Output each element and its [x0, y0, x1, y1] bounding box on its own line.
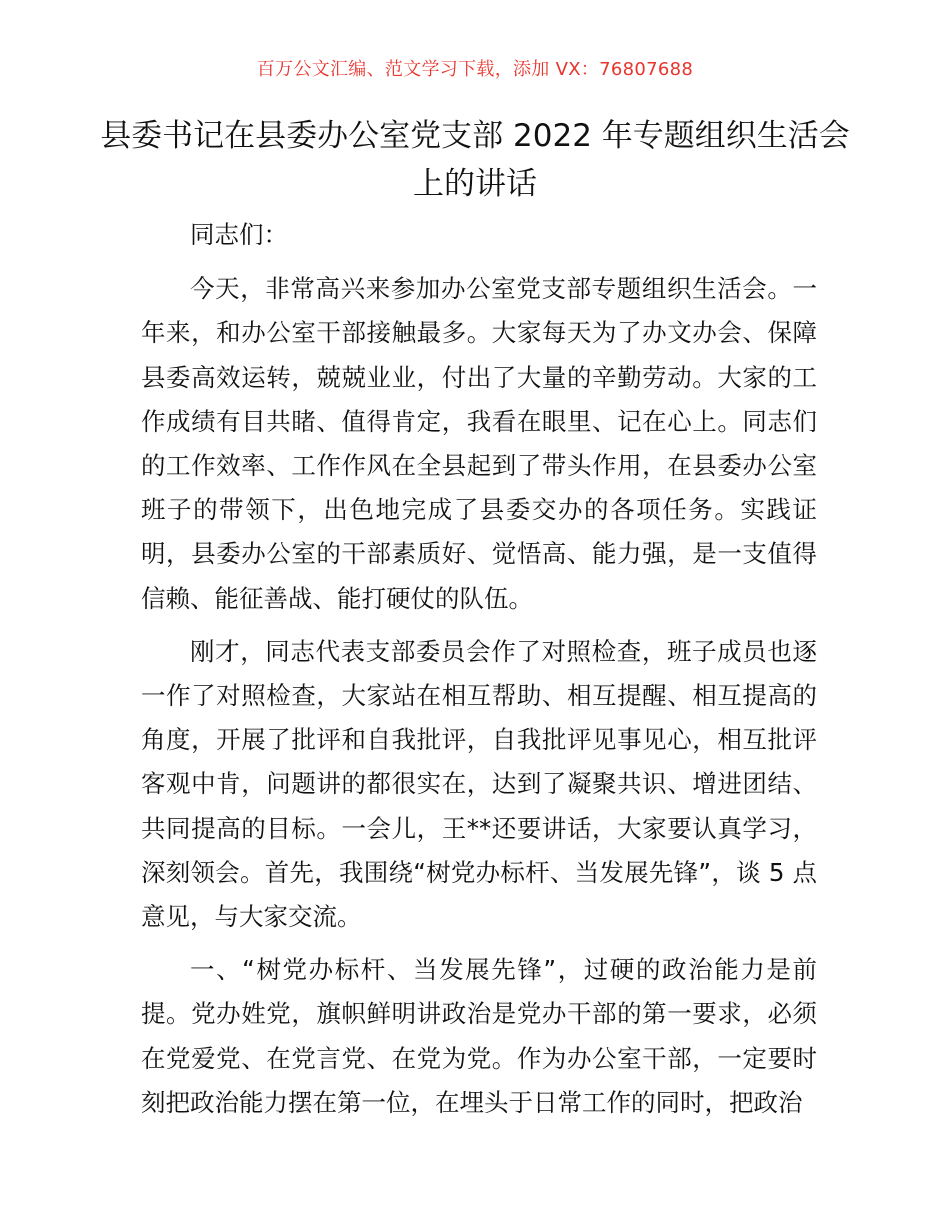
promo-banner: 百万公文汇编、范文学习下载，添加 VX：76807688	[256, 59, 694, 80]
body-paragraph-1: 今天，非常高兴来参加办公室党支部专题组织生活会。一年来，和办公室干部接触最多。大家每天为了办文办会、保障县委高效运转，兢兢业业，付出了大量的辛勤劳动。大家的工作成绩有目共睹、值得肯定，我看在眼里、记在心上。同志们的工作效率、工作作风在全县起到了带头作用，在县委办公室班子的带领下，出色地完成了县委交办的各项任务。实践证明，县委办公室的干部素质好、觉悟高、能力强，是一支值得信赖、能征善战、能打硬仗的队伍。	[141, 274, 817, 613]
salutation: 同志们：	[190, 220, 288, 249]
body-paragraph-3: 一、“树党办标杆、当发展先锋”，过硬的政治能力是前提。党办姓党，旗帜鲜明讲政治是党办干部的第一要求，必须在党爱党、在党言党、在党为党。作为办公室干部，一定要时刻把政治能力摆在第一位，在埋头于日常工作的同时，把政治	[141, 955, 817, 1117]
body-paragraph-2: 刚才，同志代表支部委员会作了对照检查，班子成员也逐一作了对照检查，大家站在相互帮助、相互提醒、相互提高的角度，开展了批评和自我批评，自我批评见事见心，相互批评客观中肯，问题讲的都很实在，达到了凝聚共识、增进团结、共同提高的目标。一会儿，王**还要讲话，大家要认真学习，深刻领会。首先，我围绕“树党办标杆、当发展先锋”，谈 5 点意见，与大家交流。	[141, 636, 817, 932]
document-body	[141, 213, 817, 1134]
document-title: 县委书记在县委办公室党支部 2022 年专题组织生活会上的讲话	[100, 118, 850, 202]
